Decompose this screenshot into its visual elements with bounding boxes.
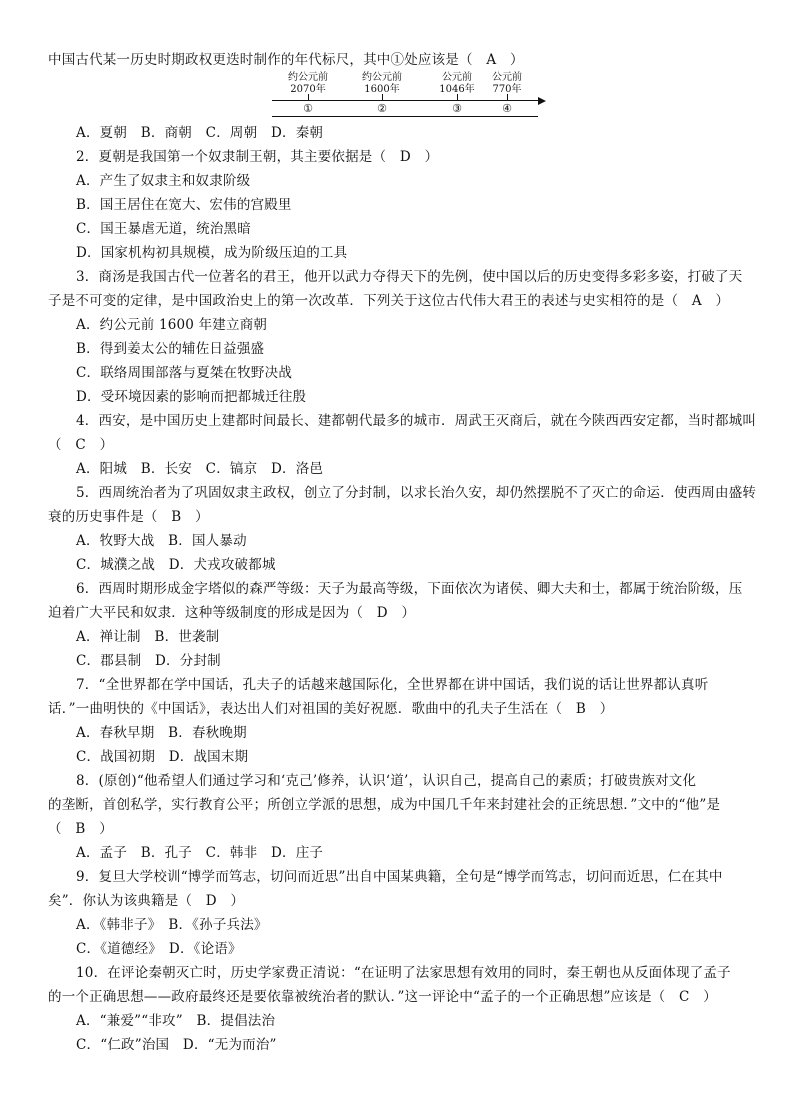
q2-option-b: B．国王居住在宽大、宏伟的宫殿里 (76, 197, 292, 213)
q1-options: A．夏朝 B．商朝 C．周朝 D．秦朝 (76, 125, 324, 141)
timeline-marker-1: ① (303, 102, 313, 115)
q5-stem-line2: 衰的历史事件是（ B ） (48, 509, 209, 525)
q3-stem-line1: 3．商汤是我国古代一位著名的君王，他开以武力夺得天下的先例，使中国以后的历史变得多彩多姿，打破了天 (76, 269, 743, 285)
q3-option-b: B．得到姜太公的辅佐日益强盛 (76, 341, 265, 357)
timeline-arrow-icon (538, 97, 546, 105)
q5-options-ab: A．牧野大战 B．国人暴动 (76, 533, 247, 549)
timeline-label-4: 公元前 770年 (492, 72, 522, 95)
q9-stem-line1: 9．复旦大学校训“博学而笃志，切问而近思”出自中国某典籍，全句是“博学而笃志，切问而近思，仁在其中 (76, 869, 723, 885)
timeline-marker-4: ④ (502, 102, 512, 115)
timeline-marker-3: ③ (452, 102, 462, 115)
q7-options-cd: C．战国初期 D．战国末期 (76, 749, 249, 765)
q7-stem-line2: 话．”一曲明快的《中国话》，表达出人们对祖国的美好祝愿．歌曲中的孔夫子生活在（ B ） (48, 701, 614, 717)
q10-options-ab: A．“兼爱”“非攻” B．提倡法治 (76, 1013, 276, 1029)
timeline-label-3: 公元前 1046年 (439, 72, 475, 95)
q4-stem-line2: （ C ） (48, 437, 114, 453)
q4-options: A．阳城 B．长安 C．镐京 D．洛邑 (76, 461, 324, 477)
q9-options-ab: A．《韩非子》 B．《孙子兵法》 (76, 917, 268, 933)
timeline-tick (457, 94, 458, 100)
q6-options-cd: C．郡县制 D．分封制 (76, 653, 221, 669)
q7-stem-line1: 7．“全世界都在学中国话，孔夫子的话越来越国际化，全世界都在讲中国话，我们说的话让世界都认真听 (76, 677, 709, 693)
q10-stem-line1: 10．在评论秦朝灭亡时，历史学家费正清说：“在证明了法家思想有效用的同时，秦王朝也从反面体现了孟子 (76, 965, 731, 981)
q2-option-a: A．产生了奴隶主和奴隶阶级 (76, 173, 251, 189)
timeline-marker-2: ② (377, 102, 387, 115)
q3-option-d: D．受环境因素的影响而把都城迁往殷 (76, 389, 307, 405)
q10-stem-line2: 的一个正确思想——政府最终还是要依靠被统治者的默认．”这一评论中“孟子的一个正确思想”应该是（ C ） (48, 989, 717, 1005)
timeline-axis (272, 100, 540, 101)
q3-stem-line2: 子是不可变的定律，是中国政治史上的第一次改革．下列关于这位古代伟大君王的表述与史实相符的是（ A ） (48, 293, 730, 309)
q2-option-c: C．国王暴虐无道，统治黑暗 (76, 221, 251, 237)
q4-stem-line1: 4．西安，是中国历史上建都时间最长、建都朝代最多的城市．周武王灭商后，就在今陕西西安定都，当时都城叫 (76, 413, 757, 429)
q8-stem-line2: 的垄断，首创私学，实行教育公平；所创立学派的思想，成为中国几千年来封建社会的正统思想．”文中的“他”是 (48, 797, 721, 813)
q3-option-a: A．约公元前 1600 年建立商朝 (76, 317, 268, 333)
q10-options-cd: C．“仁政”治国 D．“无为而治” (76, 1037, 277, 1053)
q9-stem-line2: 矣”．你认为该典籍是（ D ） (48, 893, 245, 909)
q8-stem-line3: （ B ） (48, 821, 113, 837)
timeline-bottom-rule (272, 116, 538, 117)
q5-options-cd: C．城濮之战 D．犬戎攻破都城 (76, 557, 276, 573)
q6-stem-line2: 迫着广大平民和奴隶．这种等级制度的形成是因为（ D ） (48, 605, 416, 621)
q2-option-d: D．国家机构初具规模，成为阶级压迫的工具 (76, 245, 348, 261)
q7-options-ab: A．春秋早期 B．春秋晚期 (76, 725, 247, 741)
timeline-tick (382, 94, 383, 100)
timeline-label-1: 约公元前 2070年 (288, 72, 328, 95)
q2-stem: 2．夏朝是我国第一个奴隶制王朝，其主要依据是（ D ） (76, 149, 439, 165)
timeline-ruler (272, 72, 548, 120)
q6-stem-line1: 6．西周时期形成金字塔似的森严等级：天子为最高等级，下面依次为诸侯、卿大夫和士，都属于统治阶级，压 (76, 581, 743, 597)
q1-stem: 中国古代某一历史时期政权更迭时制作的年代标尺，其中①处应该是（ A ） (48, 52, 524, 68)
q8-options: A．孟子 B．孔子 C．韩非 D．庄子 (76, 845, 324, 861)
q5-stem-line1: 5．西周统治者为了巩固奴隶主政权，创立了分封制，以求长治久安，却仍然摆脱不了灭亡的命运．使西周由盛转 (76, 485, 757, 501)
timeline-tick (308, 94, 309, 100)
q8-stem-line1: 8．(原创)“他希望人们通过学习和‘克己’修养，认识‘道’，认识自己，提高自己的素质；打破贵族对文化 (76, 773, 697, 789)
timeline-label-2: 约公元前 1600年 (362, 72, 402, 95)
q6-options-ab: A．禅让制 B．世袭制 (76, 629, 220, 645)
timeline-tick (507, 94, 508, 100)
q3-option-c: C．联络周围部落与夏桀在牧野决战 (76, 365, 293, 381)
q9-options-cd: C．《道德经》 D．《论语》 (76, 941, 242, 957)
